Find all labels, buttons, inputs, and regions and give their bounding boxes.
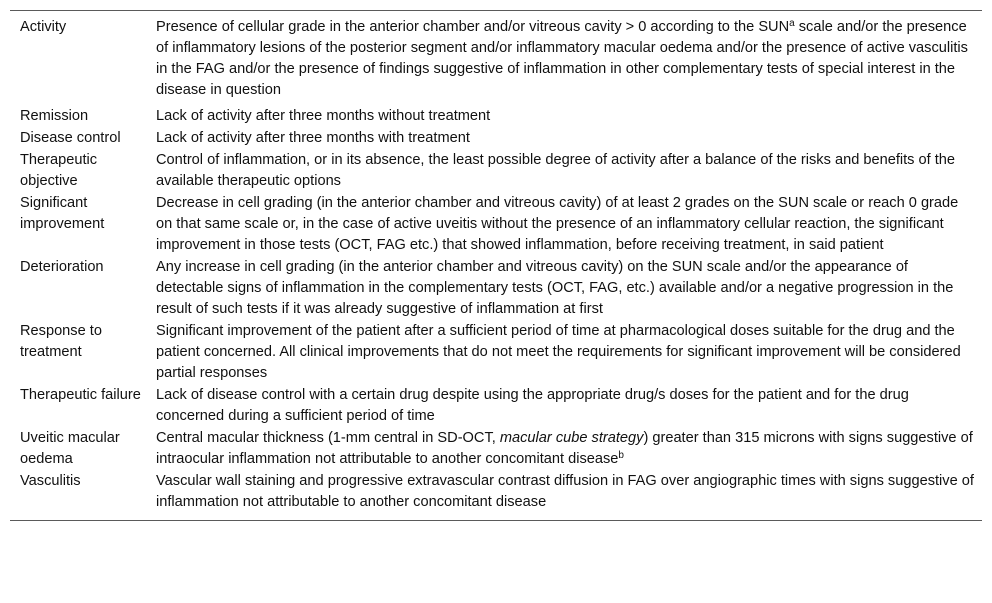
table-row <box>10 127 982 149</box>
table-row <box>10 470 982 521</box>
definition-cell <box>156 427 982 470</box>
definition-cell: Significant improvement of the patient after a sufficient period of time at pharmacological doses suitable for the drug and the patient concerned. All clinical improvements that do not meet the requirements for significant improvement will be considered partial responses <box>156 323 961 381</box>
footnote-marker-b: b <box>618 450 624 461</box>
definition-cell: Control of inflammation, or in its absence, the least possible degree of activity after a balance of the risks and benefits of the available therapeutic options <box>156 152 956 189</box>
definition-cell: Any increase in cell grading (in the anterior chamber and vitreous cavity) on the SUN scale and/or the appearance of detectable signs of inflammation in the complementary tests (OCT, FAG, etc.) available and/or a negative progression in the result of such tests if it was already suggestive of inflammation at first <box>156 259 954 317</box>
definition-text: Presence of cellular grade in the anterior chamber and/or vitreous cavity > 0 according to the SUN <box>156 19 790 35</box>
term-cell: Vasculitis <box>20 473 81 489</box>
term-cell: Remission <box>20 108 89 124</box>
definition-cell: Decrease in cell grading (in the anterior chamber and vitreous cavity) of at least 2 grades on the SUN scale or reach 0 grade on that same scale or, in the case of active uveitis without the presence of an inflammatory cellular reaction, the significant improvement in those tests (OCT, FAG etc.) that showed inflammation, before receiving treatment, in said patient <box>156 195 959 253</box>
definition-text: Central macular thickness (1-mm central in SD-OCT, <box>156 430 500 446</box>
term-cell: Significant improvement <box>20 195 105 232</box>
definition-cell: Lack of disease control with a certain drug despite using the appropriate drug/s doses for the patient and for the drug concerned during a sufficient period of time <box>156 387 909 424</box>
term-cell: Deterioration <box>20 259 104 275</box>
term-cell: Therapeutic failure <box>20 387 141 403</box>
definition-cell <box>156 11 982 102</box>
definitions-table-container <box>10 10 982 521</box>
footnote-marker-a: a <box>789 18 795 29</box>
definitions-table <box>10 10 982 521</box>
definition-text-continued: scale and/or the presence of inflammatory lesions of the posterior segment and/or inflammatory macular oedema and/or the presence of active vasculitis in the FAG and/or the presence of findings suggestive of inflammation in other complementary tests of special interest in the disease in question <box>156 19 968 98</box>
definition-cell: Lack of activity after three months without treatment <box>156 108 491 124</box>
table-row <box>10 149 982 192</box>
term-cell: Activity <box>20 19 67 35</box>
definition-cell: Lack of activity after three months with treatment <box>156 130 470 146</box>
table-row <box>10 320 982 384</box>
table-row <box>10 256 982 320</box>
table-row <box>10 11 982 102</box>
table-row <box>10 384 982 427</box>
table-row <box>10 192 982 256</box>
definition-italic-text: macular cube strategy <box>499 430 644 446</box>
term-cell: Response to treatment <box>20 323 102 360</box>
term-cell: Therapeutic objective <box>20 152 98 189</box>
term-cell: Disease control <box>20 130 121 146</box>
term-cell: Uveitic macular oedema <box>20 430 120 467</box>
definition-text-continued: ) greater than 315 microns with signs suggestive of intraocular inflammation not attributable to another concomitant disease <box>156 430 973 467</box>
table-row <box>10 101 982 127</box>
table-row <box>10 427 982 470</box>
definition-cell: Vascular wall staining and progressive extravascular contrast diffusion in FAG over angiographic times with signs suggestive of inflammation not attributable to another concomitant disease <box>156 473 974 510</box>
